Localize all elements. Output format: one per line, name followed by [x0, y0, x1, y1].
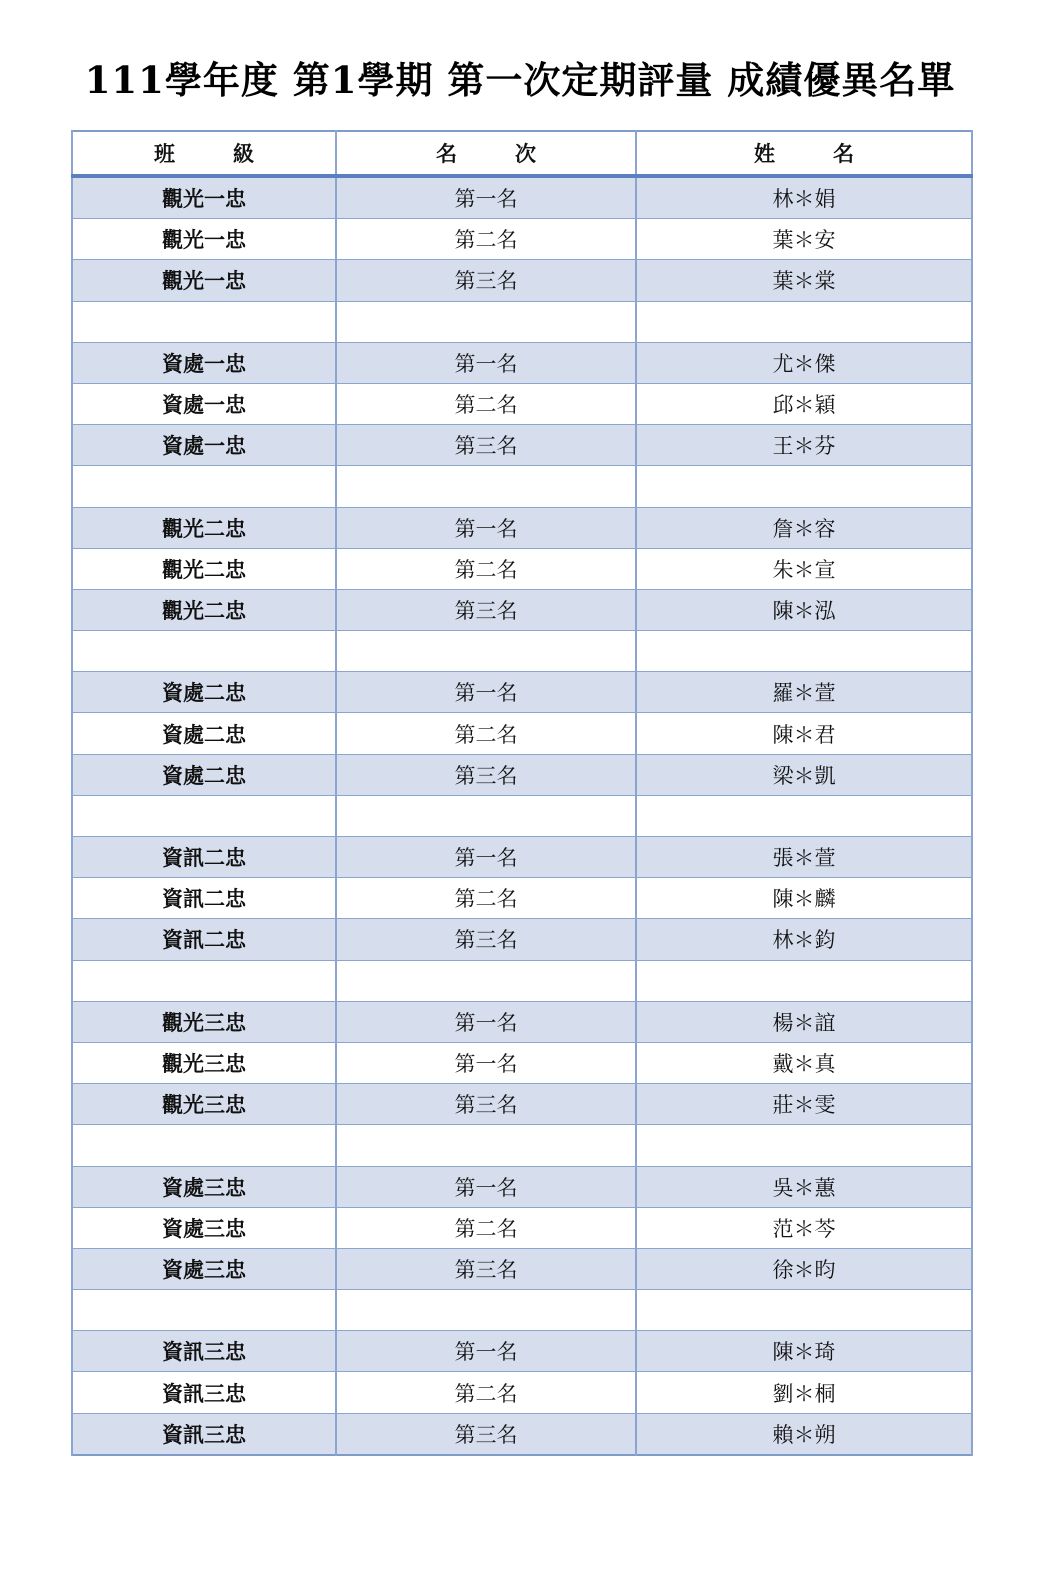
empty-cell — [72, 631, 336, 672]
rank-cell: 第一名 — [336, 1166, 636, 1207]
empty-cell — [336, 795, 636, 836]
empty-cell — [636, 1290, 972, 1331]
page-title: 111學年度 第1學期 第一次定期評量 成績優異名單 — [84, 58, 956, 102]
name-cell: 林＊鈞 — [636, 919, 972, 960]
class-cell: 資處三忠 — [72, 1207, 336, 1248]
name-cell: 詹＊容 — [636, 507, 972, 548]
table-row — [72, 713, 972, 754]
name-cell: 邱＊穎 — [636, 383, 972, 424]
class-cell: 資處一忠 — [72, 425, 336, 466]
rank-cell: 第二名 — [336, 1372, 636, 1413]
class-cell: 觀光一忠 — [72, 176, 336, 219]
table-row — [72, 754, 972, 795]
table-row — [72, 176, 972, 219]
name-cell: 葉＊棠 — [636, 260, 972, 301]
class-cell: 觀光三忠 — [72, 1042, 336, 1083]
table-row — [72, 1248, 972, 1289]
name-cell: 范＊芩 — [636, 1207, 972, 1248]
spacer-row — [72, 466, 972, 507]
rank-cell: 第三名 — [336, 1084, 636, 1125]
rank-cell: 第三名 — [336, 919, 636, 960]
table-row — [72, 1042, 972, 1083]
class-cell: 觀光一忠 — [72, 219, 336, 260]
class-cell: 資訊三忠 — [72, 1331, 336, 1372]
honor-roll-table — [71, 130, 973, 1456]
empty-cell — [72, 301, 336, 342]
table-row — [72, 1207, 972, 1248]
table-row — [72, 1166, 972, 1207]
name-cell: 陳＊琦 — [636, 1331, 972, 1372]
class-cell: 資處一忠 — [72, 342, 336, 383]
empty-cell — [336, 1290, 636, 1331]
name-cell: 林＊娟 — [636, 176, 972, 219]
name-cell: 莊＊雯 — [636, 1084, 972, 1125]
table-body — [72, 176, 972, 1455]
spacer-row — [72, 1290, 972, 1331]
empty-cell — [636, 1125, 972, 1166]
class-cell: 資處二忠 — [72, 754, 336, 795]
rank-cell: 第二名 — [336, 878, 636, 919]
table-row — [72, 342, 972, 383]
rank-cell: 第三名 — [336, 260, 636, 301]
class-cell: 資處二忠 — [72, 713, 336, 754]
table-row — [72, 589, 972, 630]
header-rank: 名 次 — [336, 131, 636, 176]
class-cell: 觀光三忠 — [72, 1084, 336, 1125]
rank-cell: 第三名 — [336, 425, 636, 466]
class-cell: 觀光三忠 — [72, 1001, 336, 1042]
class-cell: 觀光一忠 — [72, 260, 336, 301]
class-cell: 觀光二忠 — [72, 589, 336, 630]
table-row — [72, 919, 972, 960]
empty-cell — [336, 301, 636, 342]
spacer-row — [72, 960, 972, 1001]
table-row — [72, 1084, 972, 1125]
name-cell: 張＊萱 — [636, 837, 972, 878]
name-cell: 劉＊桐 — [636, 1372, 972, 1413]
empty-cell — [636, 960, 972, 1001]
empty-cell — [336, 466, 636, 507]
empty-cell — [336, 631, 636, 672]
rank-cell: 第一名 — [336, 672, 636, 713]
table-row — [72, 837, 972, 878]
table-row — [72, 260, 972, 301]
empty-cell — [72, 795, 336, 836]
spacer-row — [72, 1125, 972, 1166]
table-row — [72, 1372, 972, 1413]
class-cell: 資訊二忠 — [72, 878, 336, 919]
rank-cell: 第一名 — [336, 837, 636, 878]
name-cell: 陳＊君 — [636, 713, 972, 754]
rank-cell: 第一名 — [336, 342, 636, 383]
rank-cell: 第一名 — [336, 507, 636, 548]
table-row — [72, 383, 972, 424]
class-cell: 資訊三忠 — [72, 1372, 336, 1413]
name-cell: 賴＊朔 — [636, 1413, 972, 1455]
table-row — [72, 1331, 972, 1372]
class-cell: 觀光二忠 — [72, 507, 336, 548]
table-row — [72, 878, 972, 919]
name-cell: 戴＊真 — [636, 1042, 972, 1083]
table-row — [72, 219, 972, 260]
name-cell: 葉＊安 — [636, 219, 972, 260]
name-cell: 吳＊蕙 — [636, 1166, 972, 1207]
empty-cell — [72, 1290, 336, 1331]
table-row — [72, 548, 972, 589]
spacer-row — [72, 631, 972, 672]
rank-cell: 第三名 — [336, 754, 636, 795]
spacer-row — [72, 795, 972, 836]
table-row — [72, 1413, 972, 1455]
rank-cell: 第一名 — [336, 1331, 636, 1372]
rank-cell: 第三名 — [336, 1248, 636, 1289]
table-row — [72, 425, 972, 466]
empty-cell — [636, 301, 972, 342]
table-row — [72, 507, 972, 548]
rank-cell: 第二名 — [336, 383, 636, 424]
class-cell: 資訊二忠 — [72, 919, 336, 960]
rank-cell: 第二名 — [336, 713, 636, 754]
name-cell: 楊＊誼 — [636, 1001, 972, 1042]
empty-cell — [72, 960, 336, 1001]
name-cell: 羅＊萱 — [636, 672, 972, 713]
name-cell: 尤＊傑 — [636, 342, 972, 383]
rank-cell: 第三名 — [336, 589, 636, 630]
rank-cell: 第一名 — [336, 1042, 636, 1083]
class-cell: 資訊三忠 — [72, 1413, 336, 1455]
name-cell: 王＊芬 — [636, 425, 972, 466]
empty-cell — [636, 631, 972, 672]
empty-cell — [72, 466, 336, 507]
class-cell: 資處三忠 — [72, 1166, 336, 1207]
class-cell: 資處三忠 — [72, 1248, 336, 1289]
name-cell: 徐＊昀 — [636, 1248, 972, 1289]
empty-cell — [336, 960, 636, 1001]
empty-cell — [636, 795, 972, 836]
rank-cell: 第三名 — [336, 1413, 636, 1455]
name-cell: 梁＊凱 — [636, 754, 972, 795]
class-cell: 資處一忠 — [72, 383, 336, 424]
class-cell: 觀光二忠 — [72, 548, 336, 589]
header-class: 班 級 — [72, 131, 336, 176]
class-cell: 資處二忠 — [72, 672, 336, 713]
empty-cell — [336, 1125, 636, 1166]
empty-cell — [636, 466, 972, 507]
header-name: 姓 名 — [636, 131, 972, 176]
rank-cell: 第一名 — [336, 1001, 636, 1042]
rank-cell: 第一名 — [336, 176, 636, 219]
rank-cell: 第二名 — [336, 219, 636, 260]
spacer-row — [72, 301, 972, 342]
name-cell: 陳＊麟 — [636, 878, 972, 919]
table-row — [72, 1001, 972, 1042]
empty-cell — [72, 1125, 336, 1166]
rank-cell: 第二名 — [336, 1207, 636, 1248]
name-cell: 朱＊宣 — [636, 548, 972, 589]
table-row — [72, 672, 972, 713]
class-cell: 資訊二忠 — [72, 837, 336, 878]
rank-cell: 第二名 — [336, 548, 636, 589]
name-cell: 陳＊泓 — [636, 589, 972, 630]
table-header-row — [72, 131, 972, 176]
